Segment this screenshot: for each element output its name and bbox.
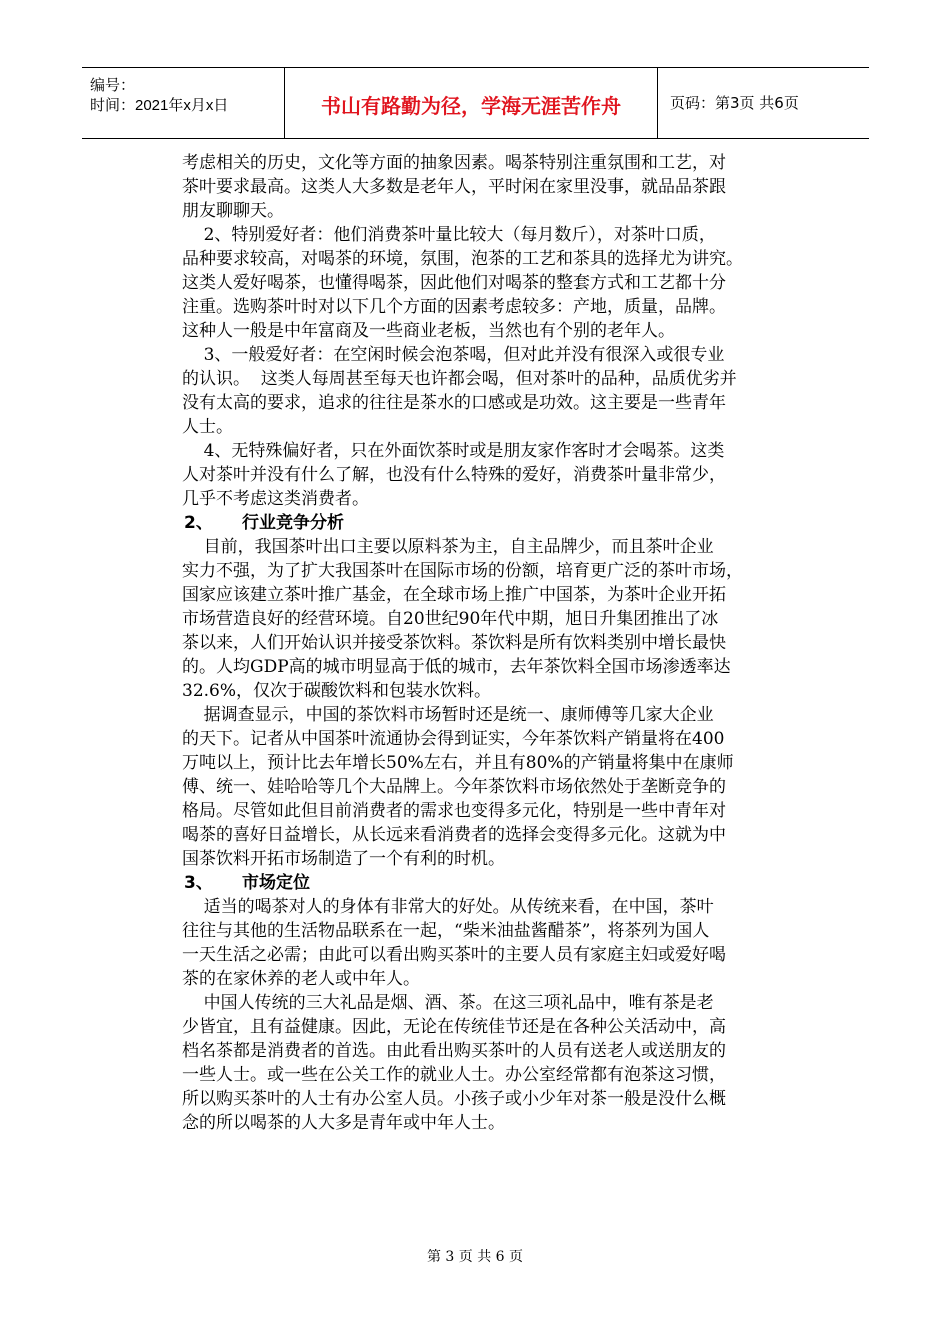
section-heading-3 bbox=[184, 871, 822, 895]
text-line: 档名茶都是消费者的首选。由此看出购买茶叶的人员有送老人或送朋友的 bbox=[182, 1041, 726, 1061]
body-text bbox=[182, 151, 822, 1135]
header-motto-cell bbox=[285, 68, 658, 138]
text-line: 2、特别爱好者：他们消费茶叶量比较大（每月数斤），对茶叶口质， bbox=[182, 225, 716, 245]
text-line: 的天下。记者从中国茶叶流通协会得到证实，今年茶饮料产销量将在400 bbox=[182, 729, 725, 749]
text-line: 考虑相关的历史，文化等方面的抽象因素。喝茶特别注重氛围和工艺，对 bbox=[182, 153, 726, 173]
text-line: 往往与其他的生活物品联系在一起，“柴米油盐酱醋茶”，将茶列为国人 bbox=[182, 921, 710, 941]
heading-number: 2、 bbox=[184, 513, 213, 533]
text-line: 万吨以上，预计比去年增长50%左右，并且有80%的产销量将集中在康师 bbox=[182, 753, 734, 773]
text-line: 几乎不考虑这类消费者。 bbox=[182, 489, 369, 509]
page-footer: 第 3 页 共 6 页 bbox=[426, 1249, 524, 1265]
text-line: 品种要求较高，对喝茶的环境，氛围，泡茶的工艺和茶具的选择尤为讲究。 bbox=[182, 249, 743, 269]
text-line: 32.6%，仅次于碳酸饮料和包装水饮料。 bbox=[182, 681, 492, 701]
text-line: 的认识。 这类人每周甚至每天也许都会喝，但对茶叶的品种，品质优劣并 bbox=[182, 369, 737, 389]
text-line: 注重。选购茶叶时对以下几个方面的因素考虑较多：产地，质量，品牌。 bbox=[182, 297, 726, 317]
section-heading-2 bbox=[184, 511, 822, 535]
text-line: 念的所以喝茶的人大多是青年或中年人士。 bbox=[182, 1113, 505, 1133]
text-line: 傅、统一、娃哈哈等几个大品牌上。今年茶饮料市场依然处于垄断竞争的 bbox=[182, 777, 726, 797]
text-line: 4、无特殊偏好者，只在外面饮茶时或是朋友家作客时才会喝茶。这类 bbox=[182, 441, 725, 461]
text-line: 格局。尽管如此但目前消费者的需求也变得多元化，特别是一些中青年对 bbox=[182, 801, 726, 821]
page-info: 页码：第3页 共6页 bbox=[670, 94, 799, 112]
text-line: 3、一般爱好者：在空闲时候会泡茶喝，但对此并没有很深入或很专业 bbox=[182, 345, 725, 365]
text-line: 实力不强，为了扩大我国茶叶在国际市场的份额，培育更广泛的茶叶市场， bbox=[182, 561, 743, 581]
motto-text: 书山有路勤为径，学海无涯苦作舟 bbox=[321, 94, 621, 118]
text-line: 没有太高的要求，追求的往往是茶水的口感或是功效。这主要是一些青年 bbox=[182, 393, 726, 413]
heading-title: 市场定位 bbox=[242, 873, 310, 893]
text-line: 所以购买茶叶的人士有办公室人员。小孩子或小少年对茶一般是没什么概 bbox=[182, 1089, 726, 1109]
text-line: 的。人均GDP高的城市明显高于低的城市，去年茶饮料全国市场渗透率达 bbox=[182, 657, 731, 677]
text-line: 喝茶的喜好日益增长，从长远来看消费者的选择会变得多元化。这就为中 bbox=[182, 825, 726, 845]
text-line: 茶叶要求最高。这类人大多数是老年人，平时闲在家里没事，就品品茶跟 bbox=[182, 177, 726, 197]
text-line: 这种人一般是中年富商及一些商业老板，当然也有个别的老年人。 bbox=[182, 321, 675, 341]
text-line: 茶的在家休养的老人或中年人。 bbox=[182, 969, 420, 989]
text-line: 据调查显示，中国的茶饮料市场暂时还是统一、康师傅等几家大企业 bbox=[182, 705, 714, 725]
header-page-cell bbox=[658, 68, 869, 138]
text-line: 这类人爱好喝茶，也懂得喝茶，因此他们对喝茶的整套方式和工艺都十分 bbox=[182, 273, 726, 293]
text-line: 一些人士。或一些在公关工作的就业人士。办公室经常都有泡茶这习惯， bbox=[182, 1065, 726, 1085]
text-line: 茶以来，人们开始认识并接受茶饮料。茶饮料是所有饮料类别中增长最快 bbox=[182, 633, 726, 653]
text-line: 国茶饮料开拓市场制造了一个有利的时机。 bbox=[182, 849, 505, 869]
text-line: 人对茶叶并没有什么了解，也没有什么特殊的爱好，消费茶叶量非常少， bbox=[182, 465, 726, 485]
text-line: 适当的喝茶对人的身体有非常大的好处。从传统来看，在中国，茶叶 bbox=[182, 897, 714, 917]
text-line: 中国人传统的三大礼品是烟、酒、茶。在这三项礼品中，唯有茶是老 bbox=[182, 993, 714, 1013]
header-meta-cell bbox=[82, 68, 285, 138]
text-line: 国家应该建立茶叶推广基金，在全球市场上推广中国茶，为茶叶企业开拓 bbox=[182, 585, 726, 605]
text-line: 市场营造良好的经营环境。自20世纪90年代中期，旭日升集团推出了冰 bbox=[182, 609, 719, 629]
heading-title: 行业竞争分析 bbox=[242, 513, 344, 533]
text-line: 目前，我国茶叶出口主要以原料茶为主，自主品牌少，而且茶叶企业 bbox=[182, 537, 714, 557]
text-line: 朋友聊聊天。 bbox=[182, 201, 284, 221]
date-label: 时间：2021年x月x日 bbox=[90, 97, 229, 114]
header-table bbox=[82, 67, 869, 139]
text-line: 少皆宜，且有益健康。因此，无论在传统佳节还是在各种公关活动中，高 bbox=[182, 1017, 726, 1037]
text-line: 一天生活之必需；由此可以看出购买茶叶的主要人员有家庭主妇或爱好喝 bbox=[182, 945, 726, 965]
text-line: 人士。 bbox=[182, 417, 233, 437]
code-label: 编号： bbox=[90, 77, 136, 94]
heading-number: 3、 bbox=[184, 873, 213, 893]
